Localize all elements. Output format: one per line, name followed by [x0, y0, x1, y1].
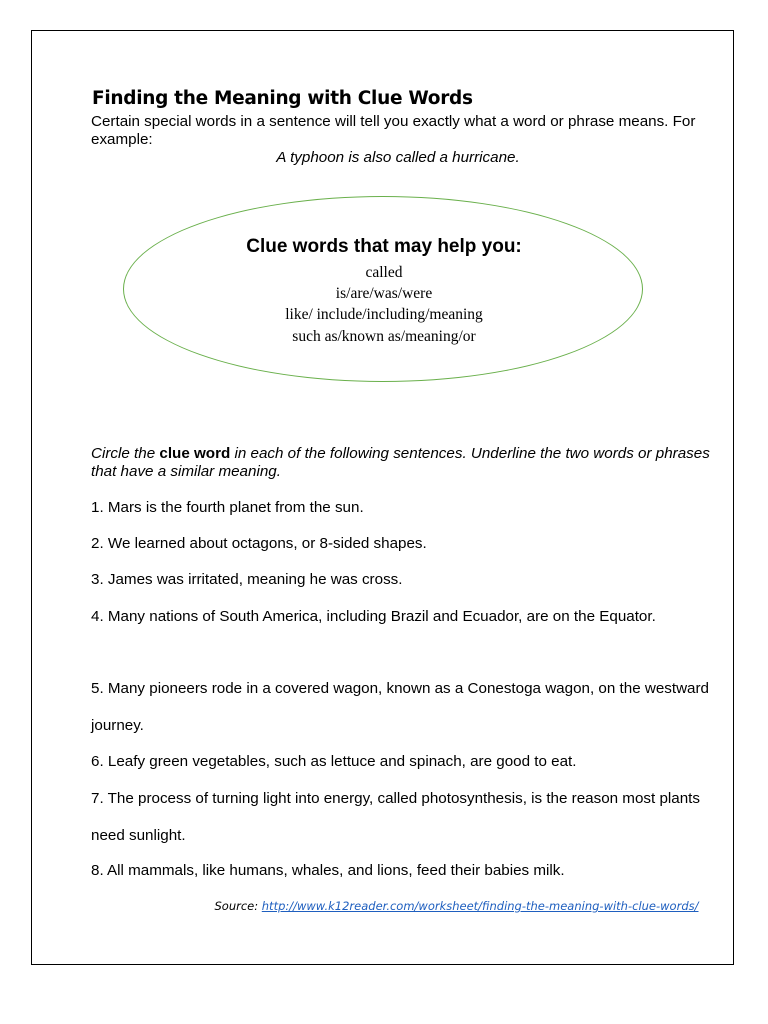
sentence-item: 8. All mammals, like humans, whales, and lions, feed their babies milk.	[91, 862, 565, 879]
instructions-lead: Circle the	[91, 445, 160, 462]
instructions-paragraph	[91, 445, 711, 481]
worksheet-title: Finding the Meaning with Clue Words	[92, 88, 473, 109]
instructions-rest: in each of the following sentences. Underline the two words or phrases that have a similar meaning.	[91, 445, 710, 480]
source-citation	[0, 899, 768, 913]
sentence-item: 3. James was irritated, meaning he was cross.	[91, 571, 403, 588]
intro-paragraph: Certain special words in a sentence will tell you exactly what a word or phrase means. For example:	[91, 113, 696, 148]
sentence-item: 4. Many nations of South America, including Brazil and Ecuador, are on the Equator.	[91, 608, 656, 625]
clue-word-item: like/ include/including/meaning	[285, 306, 483, 324]
clue-word-item: called	[365, 264, 403, 281]
sentence-item: 1. Mars is the fourth planet from the sun.	[91, 499, 364, 516]
example-text: A typhoon is also called a hurricane.	[276, 149, 520, 166]
instructions-bold-term: clue word	[159, 445, 231, 462]
sentence-item: 7. The process of turning light into energy, called photosynthesis, is the reason most plants need sunlight.	[91, 790, 700, 844]
clue-word-item: such as/known as/meaning/or	[292, 327, 476, 345]
sentence-item: 6. Leafy green vegetables, such as lettuce and spinach, are good to eat.	[91, 753, 577, 770]
sentence-item: 5. Many pioneers rode in a covered wagon, known as a Conestoga wagon, on the westward journey.	[91, 680, 710, 734]
source-link[interactable]: http://www.k12reader.com/worksheet/finding-the-meaning-with-clue-words/	[261, 899, 699, 913]
clue-words-heading: Clue words that may help you:	[246, 236, 522, 257]
source-label: Source:	[214, 899, 262, 913]
sentence-item: 2. We learned about octagons, or 8-sided shapes.	[91, 535, 427, 552]
example-sentence	[0, 149, 768, 166]
clue-words-list	[0, 262, 768, 347]
clue-word-item: is/are/was/were	[335, 285, 433, 303]
